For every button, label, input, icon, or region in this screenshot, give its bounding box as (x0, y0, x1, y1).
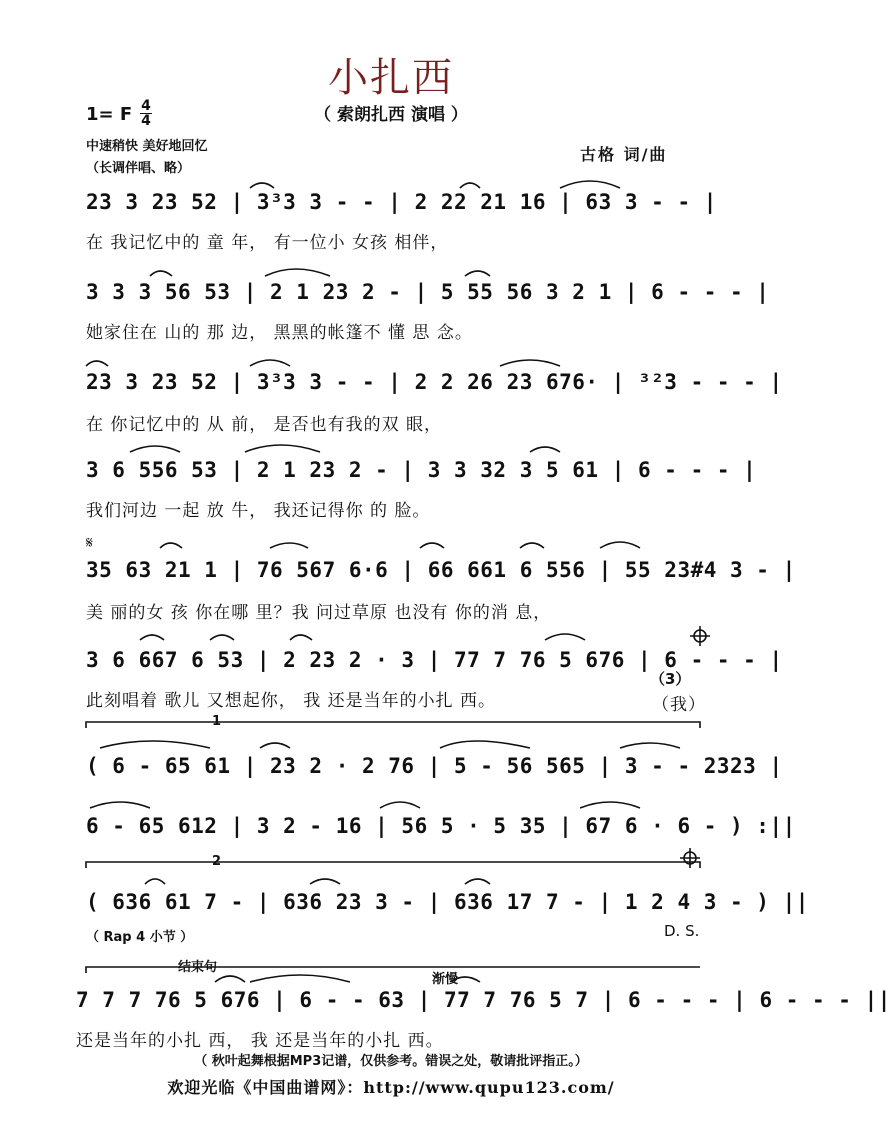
tempo-marking: 中速稍快 美好地回忆 (86, 139, 208, 154)
lyric-row-5: 美 丽的女 孩 你在哪 里？我 问过草原 也没有 你的消 息， (86, 603, 552, 623)
notation-row-4: 3 6 556 53 | 2 1 23 2 - | 3 3 32 3 5 61 | 6 - - - | (86, 458, 757, 482)
svg-text:𝄋: 𝄋 (86, 533, 93, 552)
notation-row-7: ( 6 - 65 61 | 23 2 · 2 76 | 5 - 56 565 | 3 - - 2323 | (86, 754, 783, 778)
notation-row-3: 23 3 23 52 | 3³3 3 - - | 2 2 26 23 676· | ³²3 - - - | (86, 370, 783, 394)
volta-1-label: 1 (212, 714, 222, 729)
end-bracket-note: （3） (650, 670, 691, 688)
page-title: 小扎西 (328, 55, 454, 101)
lyric-row-4: 我们河边 一起 放 牛， 我还记得你 的 脸。 (86, 501, 431, 521)
intro-note: （长调伴唱、略） (86, 161, 191, 176)
rap-note: （ Rap 4 小节 ） (86, 930, 194, 945)
ending-label: 结束句 (178, 960, 218, 975)
author-credit: 古格 词/曲 (580, 145, 668, 164)
volta-2-label: 2 (212, 854, 222, 869)
notation-row-6: 3 6 667 6 53 | 2 23 2 · 3 | 77 7 76 5 676 | 6 - - - | (86, 648, 783, 672)
ds-mark: D. S. (664, 922, 700, 940)
lyric-row-1: 在 我记忆中的 童 年， 有一位小 女孩 相伴， (86, 233, 449, 253)
notation-row-9: ( 636 61 7 - | 636 23 3 - | 636 17 7 - | 1 2 4 3 - ) || (86, 890, 809, 914)
notation-row-8: 6 - 65 612 | 3 2 - 16 | 56 5 · 5 35 | 67 6 · 6 - ) :|| (86, 814, 796, 838)
notation-row-5: 35 63 21 1 | 76 567 6·6 | 66 661 6 556 | 55 23#4 3 - | (86, 558, 796, 582)
lyric-row-2: 她家住在 山的 那 边， 黑黑的帐篷不 懂 思 念。 (86, 323, 473, 343)
performer-subtitle: （ 索朗扎西 演唱 ） (314, 105, 468, 125)
time-signature-bottom: 4 (141, 113, 151, 129)
lyric-row-10: 还是当年的小扎 西， 我 还是当年的小扎 西。 (76, 1031, 444, 1051)
slowing-label: 渐慢 (432, 972, 459, 987)
lyric-row-3: 在 你记忆中的 从 前， 是否也有我的双 眼， (86, 415, 443, 435)
end-bracket-lyric: （我） (652, 695, 706, 715)
notation-row-1: 23 3 23 52 | 3³3 3 - - | 2 22 21 16 | 63 3 - - | (86, 190, 717, 214)
lyric-row-6: 此刻唱着 歌儿 又想起你， 我 还是当年的小扎 西。 (86, 691, 497, 711)
site-footer: 欢迎光临《中国曲谱网》：http://www.qupu123.com/ (167, 1078, 615, 1097)
transcription-credit: （ 秋叶起舞根据MP3记谱，仅供参考。错误之处，敬请批评指正。） (194, 1054, 588, 1069)
time-signature-top: 4 (141, 98, 151, 114)
notation-row-2: 3 3 3 56 53 | 2 1 23 2 - | 5 55 56 3 2 1 | 6 - - - | (86, 280, 770, 304)
notation-row-10: 7 7 7 76 5 676 | 6 - - 63 | 77 7 76 5 7 | 6 - - - | 6 - - - || (76, 988, 891, 1012)
key-signature: 1= F (86, 104, 133, 125)
